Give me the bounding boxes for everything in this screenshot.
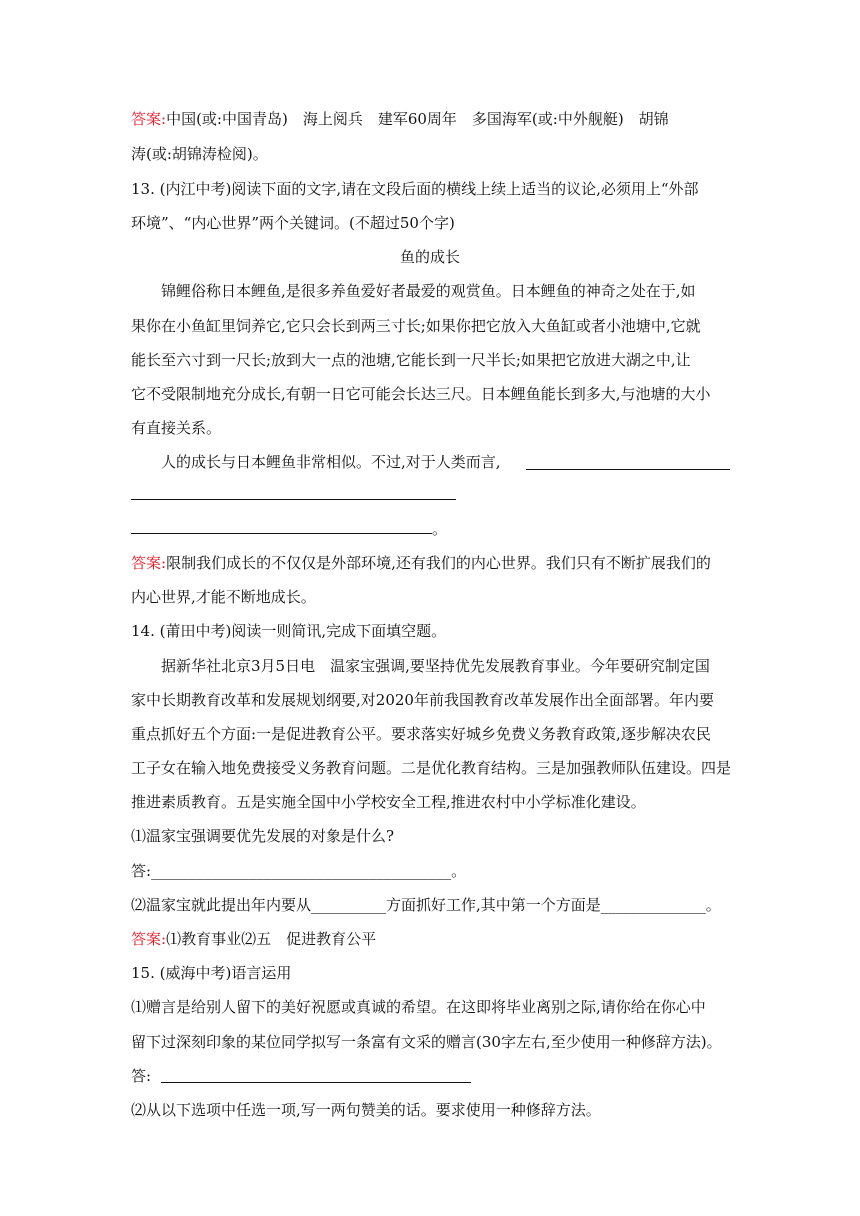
news-line-4: 工子女在输入地免费接受义务教育问题。二是优化教育结构。三是加强教师队伍建设。四是 <box>131 759 732 777</box>
news-line-2: 家中长期教育改革和发展规划纲要,对2020年前我国教育改革发展作出全面部署。年内要 <box>131 691 714 709</box>
q15-sub1-line-1: ⑴赠言是给别人留下的美好祝愿或真诚的希望。在这即将毕业离别之际,请你给在你心中 <box>131 998 706 1016</box>
passage-title: 鱼的成长 <box>399 248 460 266</box>
q14-sub-question-2: ⑵温家宝就此提出年内要从__________方面抓好工作,其中第一个方面是______________。 <box>131 896 721 914</box>
q14-sub1-answer-line: 答:________________________________________。 <box>131 862 467 880</box>
sub1-blank[interactable]: ________________________________________ <box>151 862 452 880</box>
passage-line-4: 它不受限制地充分成长,有朝一日它可能会长达三尺。日本鲤鱼能长到多大,与池塘的大小 <box>131 385 711 403</box>
news-line-1: 据新华社北京3月5日电 温家宝强调,要坚持优先发展教育事业。今年要研究制定国 <box>161 657 710 675</box>
q13-stem-line-2: 环境”、“内心世界”两个关键词。(不超过50个字) <box>131 214 455 232</box>
q15-sub1-answer-line: 答: <box>131 1067 152 1085</box>
news-line-3: 重点抓好五个方面:一是促进教育公平。要求落实好城乡免费义务教育政策,逐步解决农民 <box>131 725 711 743</box>
answer-label: 答案: <box>131 110 167 128</box>
q14-answer-line: 答案:⑴教育事业⑵五 促进教育公平 <box>131 930 377 948</box>
passage-line-5: 有直接关系。 <box>131 419 222 437</box>
q12-answer-line-2: 涛(或:胡锦涛检阅)。 <box>131 145 268 163</box>
news-line-5: 推进素质教育。五是实施全国中小学校安全工程,推进农村中小学标准化建设。 <box>131 793 646 811</box>
q15-sub-question-2: ⑵从以下选项中任选一项,写一两句赞美的话。要求使用一种修辞方法。 <box>131 1101 601 1119</box>
passage-line-1: 锦鲤俗称日本鲤鱼,是很多养鱼爱好者最爱的观赏鱼。日本鲤鱼的神奇之处在于,如 <box>161 282 696 300</box>
q13-answer-line-2: 内心世界,才能不断地成长。 <box>131 588 316 606</box>
q14-stem: 14. (莆田中考)阅读一则简讯,完成下面填空题。 <box>131 622 447 640</box>
answer-label: 答案: <box>131 554 167 572</box>
passage-continuation-line: 人的成长与日本鲤鱼非常相似。不过,对于人类而言, <box>161 453 501 471</box>
answer-blank-line-1[interactable] <box>526 469 730 470</box>
q15-stem: 15. (威海中考)语言运用 <box>131 964 292 982</box>
q15-sub1-line-2: 留下过深刻印象的某位同学拟写一条富有文采的赠言(30字左右,至少使用一种修辞方法)。 <box>131 1033 722 1051</box>
q12-answer-line-1: 答案:中国(或:中国青岛) 海上阅兵 建军60周年 多国海军(或:中外舰艇) 胡锦 <box>131 110 669 128</box>
answer-blank-line-3[interactable] <box>131 533 432 534</box>
passage-line-3: 能长至六寸到一尺长;放到大一点的池塘,它能长到一尺半长;如果把它放进大湖之中,让 <box>131 351 691 369</box>
q13-answer-line-1: 答案:限制我们成长的不仅仅是外部环境,还有我们的内心世界。我们只有不断扩展我们的 <box>131 554 711 572</box>
blank-end-mark: 。 <box>432 520 448 538</box>
passage-line-2: 果你在小鱼缸里饲养它,它只会长到两三寸长;如果你把它放入大鱼缸或者小池塘中,它就 <box>131 317 701 335</box>
answer-label: 答案: <box>131 930 167 948</box>
q14-sub-question-1: ⑴温家宝强调要优先发展的对象是什么? <box>131 827 395 845</box>
answer-blank-line-2[interactable] <box>131 499 456 500</box>
q13-stem-line-1: 13. (内江中考)阅读下面的文字,请在文段后面的横线上续上适当的议论,必须用上“外部 <box>131 180 699 198</box>
q15-answer-blank[interactable] <box>161 1082 471 1083</box>
